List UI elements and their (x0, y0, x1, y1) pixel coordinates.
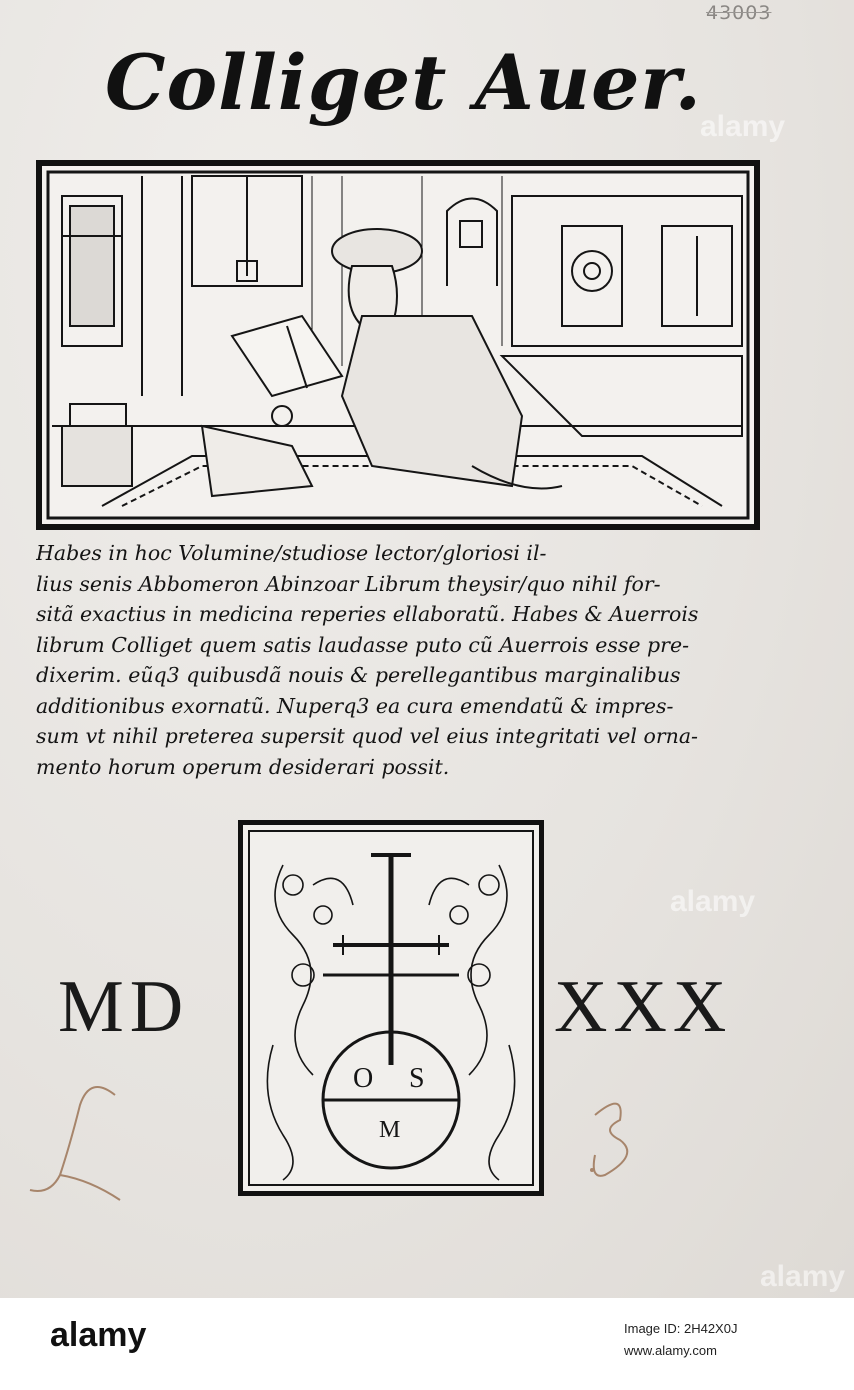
device-letter-o: O (353, 1063, 374, 1094)
text-line: mento horum operum desiderari possit. (36, 754, 450, 779)
device-letter-m: M (379, 1117, 401, 1143)
text-line: sum vt nihil preterea supersit quod vel eius integritati vel orna- (36, 724, 698, 748)
text-line: librum Colliget quem satis laudasse puto cũ Auerrois esse pre- (36, 632, 689, 657)
device-letter-s: S (409, 1063, 425, 1094)
shelfmark-number: 43003 (706, 2, 772, 24)
text-line: additionibus exornatũ. Nuperq3 ea cura emendatũ & impres- (36, 693, 674, 718)
page-title: Colliget Auer. (105, 38, 702, 127)
stock-footer (0, 1298, 854, 1390)
description-paragraph (36, 538, 766, 782)
site-url: www.alamy.com (624, 1343, 717, 1358)
brand-logo: alamy (50, 1316, 147, 1354)
handwritten-b-mark (580, 1095, 650, 1185)
printers-mark-engraving (243, 825, 539, 1191)
woodcut-scholar-illustration (36, 160, 760, 530)
printers-device (238, 820, 544, 1196)
text-line: dixerim. eũq3 quibusdã nouis & perellegantibus marginalibus (36, 663, 681, 687)
watermark-middle: alamy (670, 885, 756, 918)
text-line: lius senis Abbomeron Abinzoar Librum theysir/quo nihil for- (36, 571, 661, 596)
text-line: sitã exactius in medicina reperies ellaboratũ. Habes & Auerrois (36, 602, 699, 626)
date-numeral-left: MD (58, 966, 190, 1048)
image-meta (624, 1318, 834, 1362)
scholar-reading-engraving (42, 166, 754, 524)
watermark-bottom: alamy (760, 1260, 846, 1293)
handwritten-l-mark (20, 1075, 150, 1205)
image-id: Image ID: 2H42X0J (624, 1321, 738, 1336)
watermark-top: alamy (700, 110, 786, 143)
date-numeral-right: XXX (554, 966, 733, 1048)
text-line: Habes in hoc Volumine/studiose lector/gloriosi il- (36, 541, 547, 565)
